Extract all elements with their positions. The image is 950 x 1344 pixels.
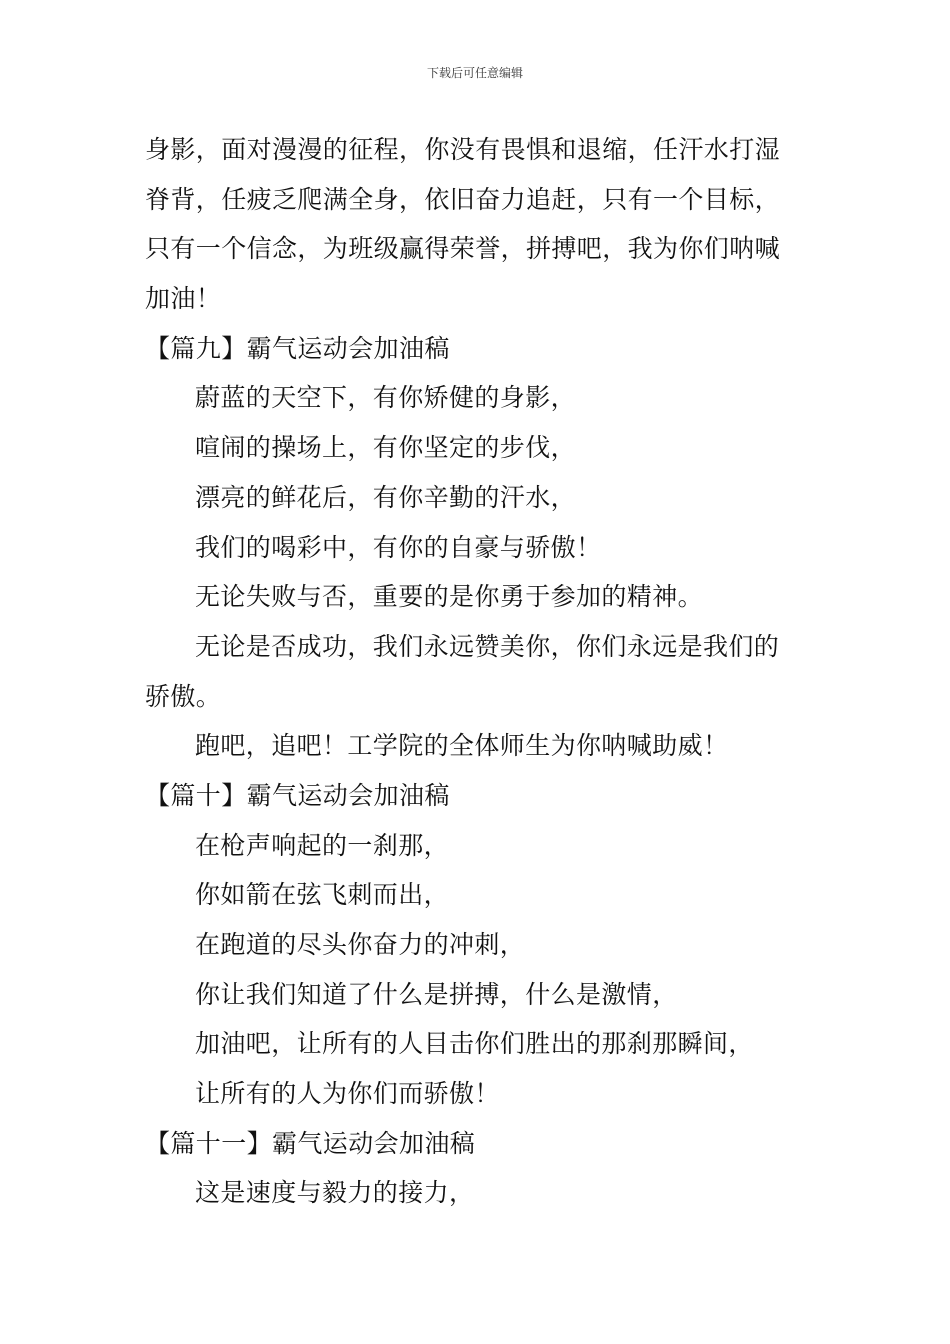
text-line: 在枪声响起的一刹那， xyxy=(195,830,450,860)
text-line: 身影，面对漫漫的征程，你没有畏惧和退缩，任汗水打湿 xyxy=(145,135,781,164)
text-line: 加油吧，让所有的人目击你们胜出的那刹那瞬间， xyxy=(195,1029,754,1059)
text-line: 喧闹的操场上，有你坚定的步伐， xyxy=(195,433,577,463)
text-line: 无论是否成功，我们永远赞美你，你们永远是我们的 xyxy=(195,631,780,661)
text-line: 只有一个信念，为班级赢得荣誉，拼搏吧，我为你们呐喊 xyxy=(145,234,781,264)
text-line: 蔚蓝的天空下，有你矫健的身影， xyxy=(195,383,577,413)
text-line: 漂亮的鲜花后，有你辛勤的汗水， xyxy=(195,482,577,512)
text-line: 脊背，任疲乏爬满全身，依旧奋力追赶，只有一个目标， xyxy=(145,184,781,214)
text-line: 你让我们知道了什么是拼搏，什么是激情， xyxy=(195,979,678,1009)
text-line: 在跑道的尽头你奋力的冲刺， xyxy=(195,930,526,959)
text-line: 这是速度与毅力的接力， xyxy=(195,1178,475,1208)
text-line: 跑吧，追吧！工学院的全体师生为你呐喊助威！ xyxy=(195,731,729,761)
text-line: 让所有的人为你们而骄傲！ xyxy=(195,1079,500,1109)
text-line: 加油！ xyxy=(145,284,222,314)
section-heading: 【篇九】霸气运动会加油稿 xyxy=(145,333,450,363)
page-header: 下载后可任意编辑 xyxy=(426,66,523,80)
text-line: 无论失败与否，重要的是你勇于参加的精神。 xyxy=(195,582,704,612)
text-line: 我们的喝彩中，有你的自豪与骄傲！ xyxy=(195,532,602,562)
document-body xyxy=(145,125,810,1218)
text-line: 骄傲。 xyxy=(145,681,222,711)
section-heading: 【篇十】霸气运动会加油稿 xyxy=(145,780,450,810)
section-heading: 【篇十一】霸气运动会加油稿 xyxy=(145,1128,476,1158)
text-line: 你如箭在弦飞刺而出， xyxy=(195,880,450,910)
